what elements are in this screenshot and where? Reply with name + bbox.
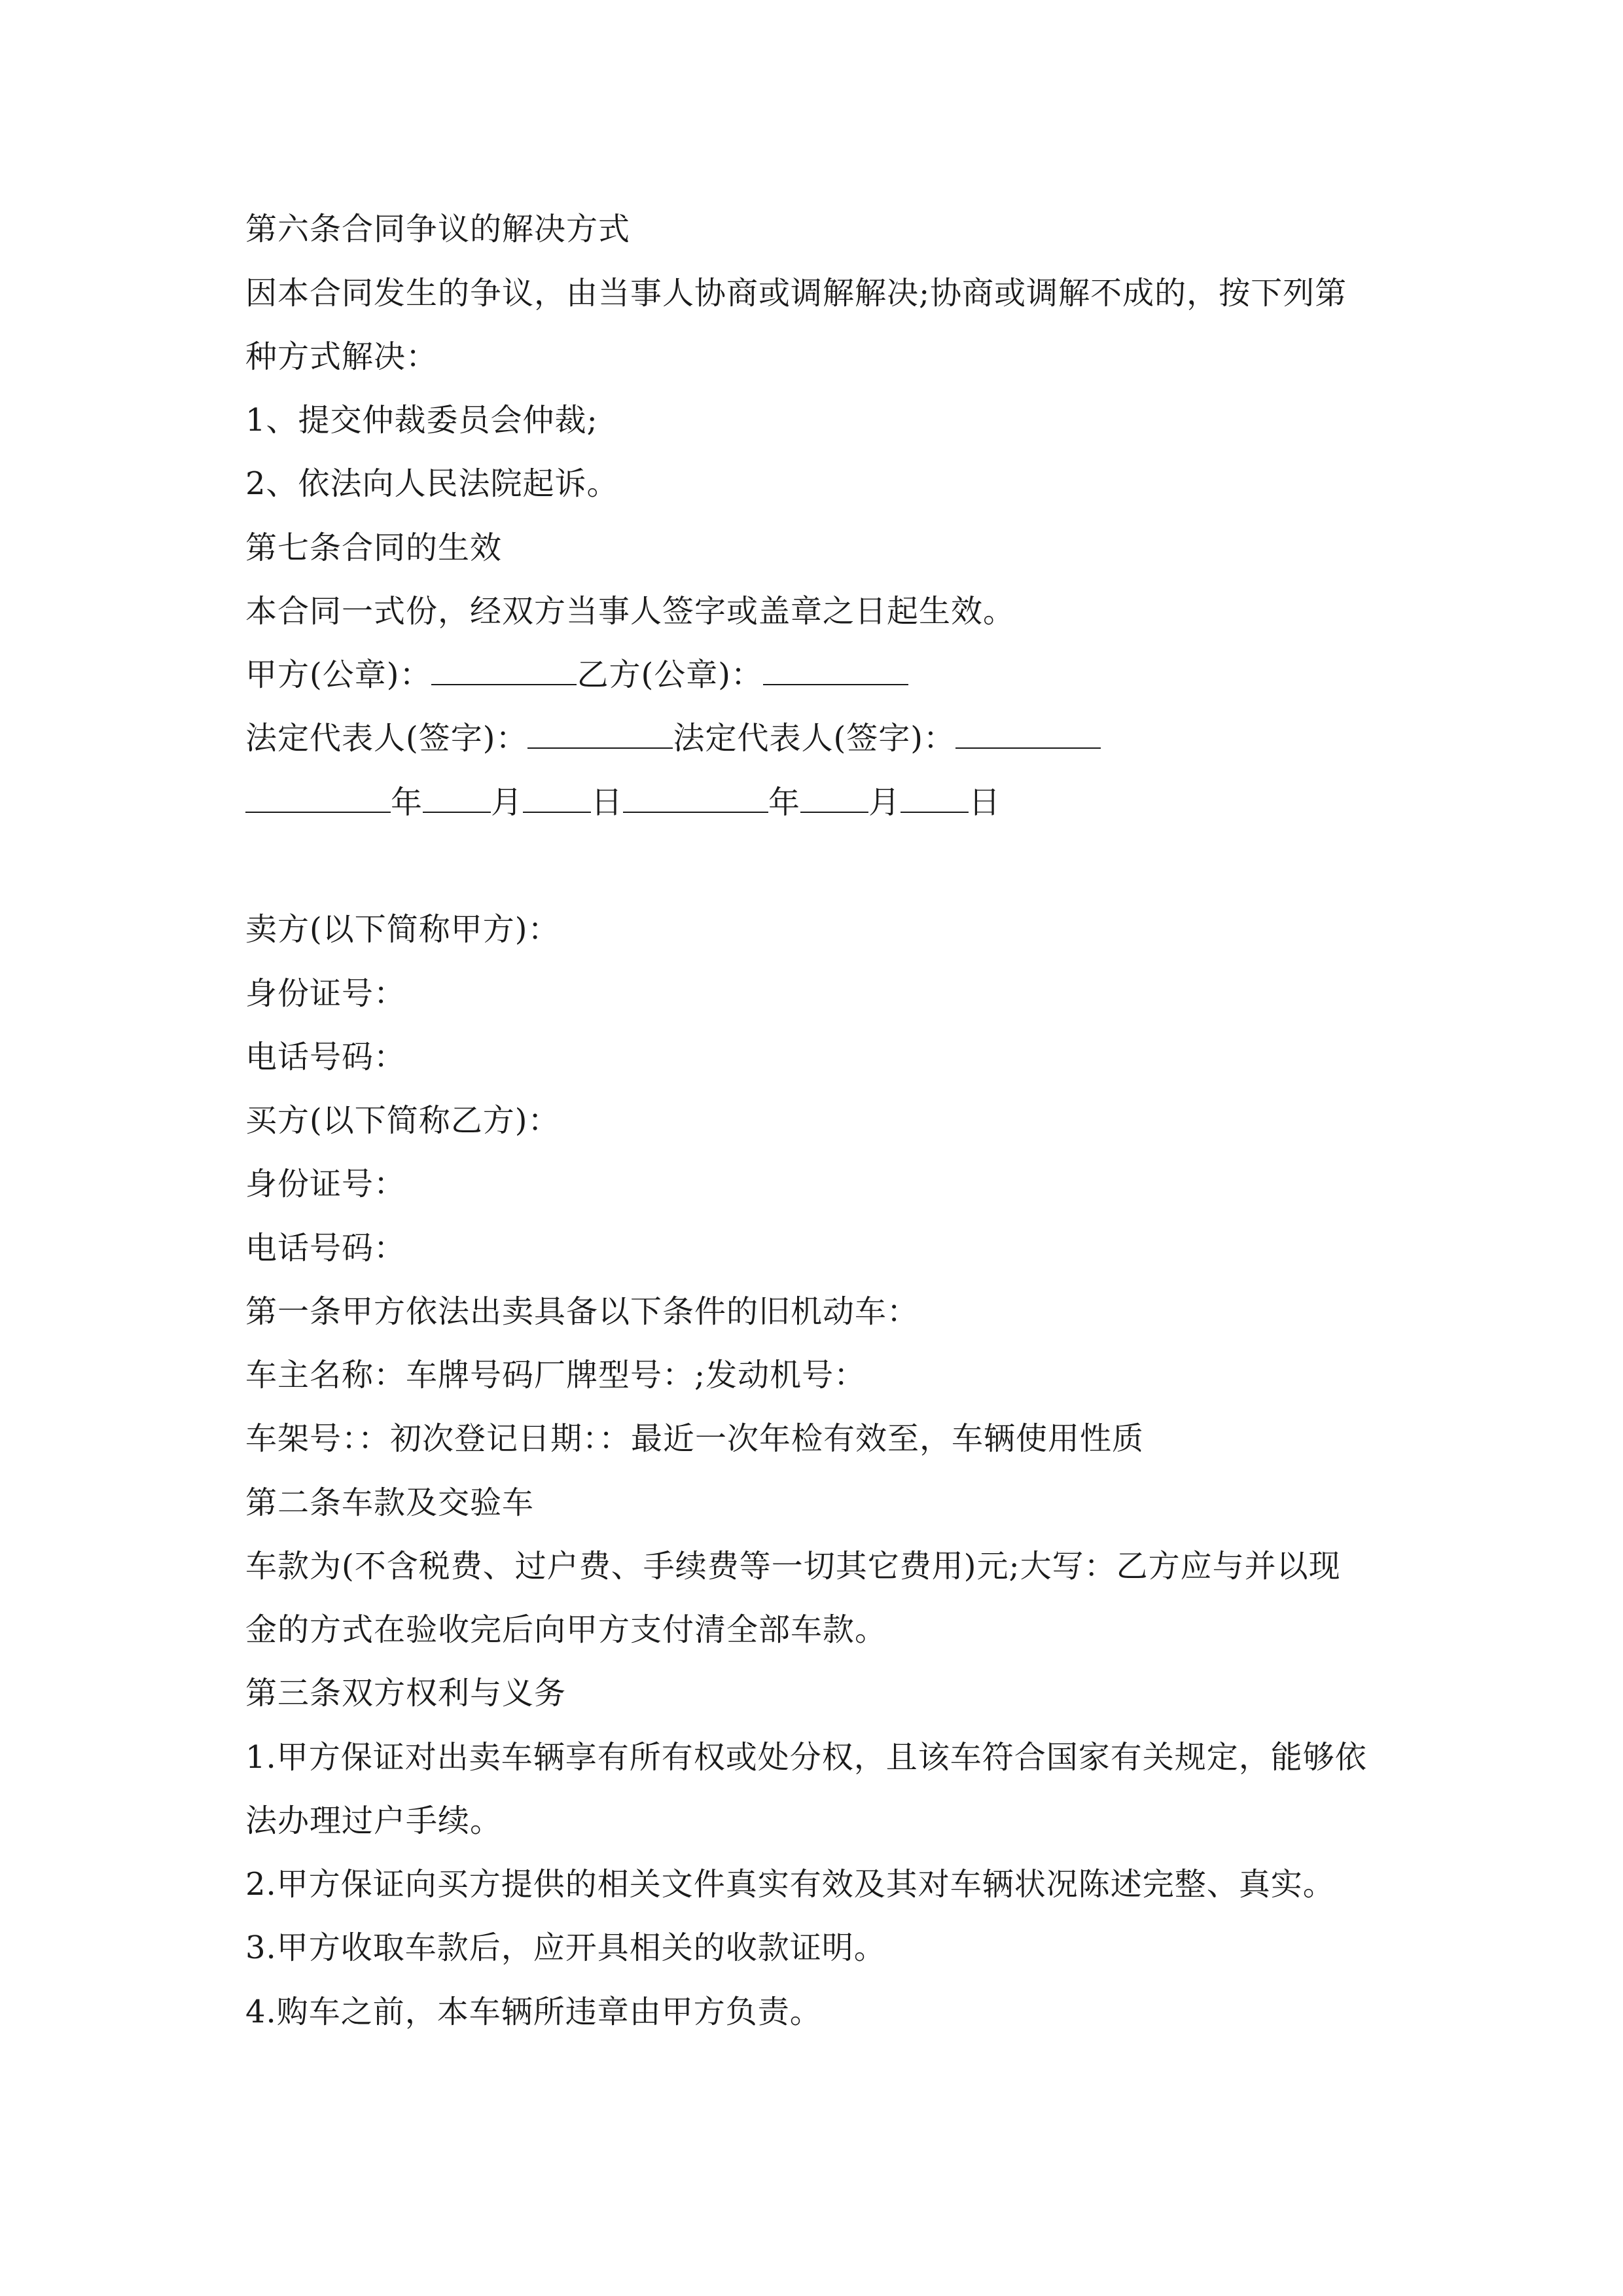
- seller-id-label: 身份证号：: [245, 975, 406, 1012]
- rep-b-label: 法定代表人(签字)：: [673, 720, 955, 757]
- article3-item1-line1: 1.甲方保证对出卖车辆享有所有权或处分权，且该车符合国家有关规定，能够依: [245, 1739, 1367, 1776]
- buyer-label: 买方(以下简称乙方)：: [245, 1102, 560, 1139]
- article2-line2: 金的方式在验收完后向甲方支付清全部车款。: [245, 1611, 887, 1648]
- article3-item3: 3.甲方收取车款后，应开具相关的收款证明。: [245, 1929, 886, 1966]
- section6-title: 第六条合同争议的解决方式: [245, 211, 631, 247]
- date-b-month: 月: [868, 784, 901, 821]
- party-b-seal-label: 乙方(公章)：: [577, 656, 763, 693]
- buyer-id-label: 身份证号：: [245, 1166, 406, 1202]
- date-a-month: 月: [491, 784, 524, 821]
- date-b-day-blank: [901, 785, 969, 813]
- party-b-seal-blank: [763, 658, 908, 685]
- article1-title: 第一条甲方依法出卖具备以下条件的旧机动车：: [245, 1293, 919, 1330]
- date-b-month-blank: [800, 785, 868, 813]
- date-a-year: 年: [391, 784, 423, 821]
- article2-title: 第二条车款及交验车: [245, 1484, 535, 1521]
- rep-a-label: 法定代表人(签字)：: [245, 720, 528, 757]
- representative-line: [245, 719, 1101, 758]
- article3-title: 第三条双方权利与义务: [245, 1675, 567, 1712]
- seller-phone-label: 电话号码：: [245, 1039, 406, 1075]
- date-b-year-blank: [623, 785, 768, 813]
- section7-para: 本合同一式份，经双方当事人签字或盖章之日起生效。: [245, 593, 1016, 630]
- party-a-seal-label: 甲方(公章)：: [245, 656, 432, 693]
- section6-item1: 1、提交仲裁委员会仲裁;: [245, 402, 598, 439]
- date-a-day: 日: [591, 784, 624, 821]
- date-line: [245, 783, 1001, 822]
- article1-line2: 车架号：：初次登记日期：：最近一次年检有效至，车辆使用性质: [245, 1420, 1145, 1457]
- date-a-year-blank: [245, 785, 391, 813]
- section6-para-line2: 种方式解决：: [245, 338, 438, 375]
- section6-item2: 2、依法向人民法院起诉。: [245, 465, 619, 502]
- date-a-day-blank: [523, 785, 591, 813]
- article2-line1: 车款为(不含税费、过户费、手续费等一切其它费用)元;大写：乙方应与并以现: [245, 1548, 1341, 1585]
- seller-label: 卖方(以下简称甲方)：: [245, 911, 560, 948]
- date-b-day: 日: [969, 784, 1001, 821]
- article1-line1: 车主名称：车牌号码厂牌型号：;发动机号：: [245, 1357, 866, 1393]
- article3-item4: 4.购车之前，本车辆所违章由甲方负责。: [245, 1994, 822, 2030]
- buyer-phone-label: 电话号码：: [245, 1230, 406, 1266]
- seal-line: [245, 655, 908, 694]
- section6-para-line1: 因本合同发生的争议，由当事人协商或调解解决;协商或调解不成的，按下列第: [245, 275, 1347, 312]
- rep-b-blank: [955, 721, 1101, 749]
- date-b-year: 年: [768, 784, 801, 821]
- article3-item1-line2: 法办理过户手续。: [245, 1803, 503, 1839]
- article3-item2: 2.甲方保证向买方提供的相关文件真实有效及其对车辆状况陈述完整、真实。: [245, 1866, 1335, 1903]
- date-a-month-blank: [423, 785, 491, 813]
- party-a-seal-blank: [431, 658, 577, 685]
- rep-a-blank: [527, 721, 673, 749]
- section7-title: 第七条合同的生效: [245, 529, 503, 566]
